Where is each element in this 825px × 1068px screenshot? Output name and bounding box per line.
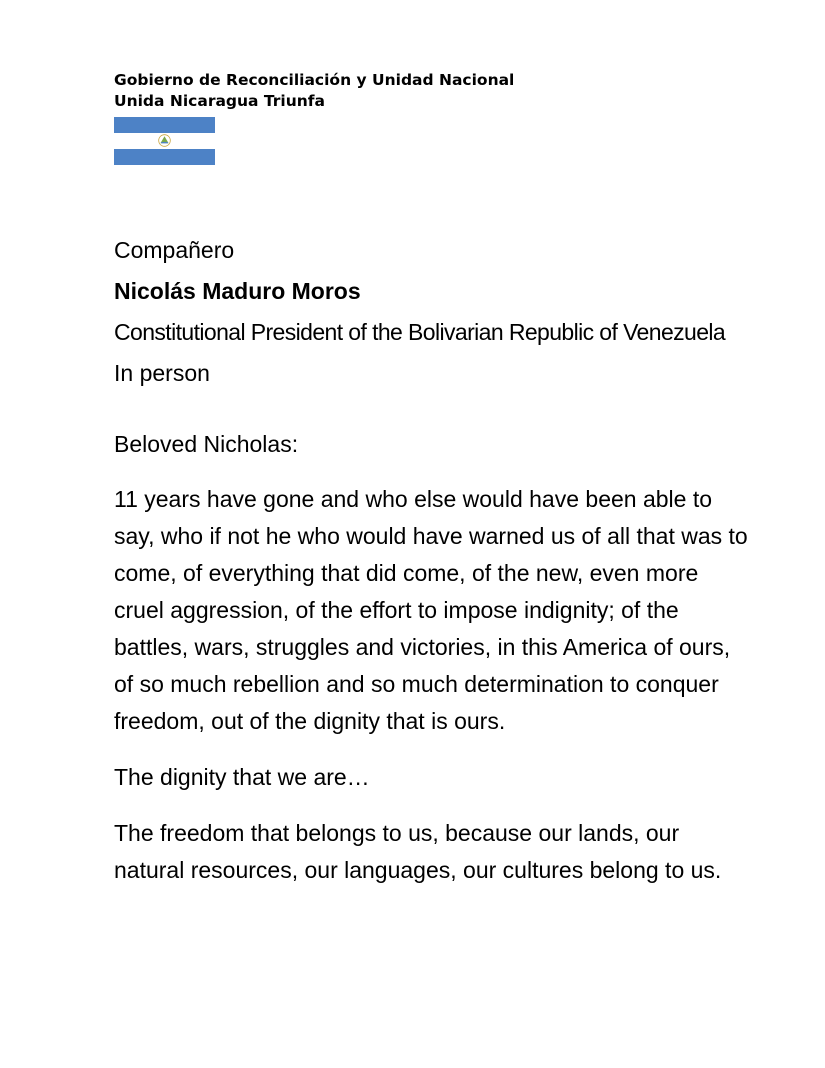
government-name: Gobierno de Reconciliación y Unidad Nacional bbox=[114, 71, 515, 89]
flag-top-band bbox=[114, 117, 215, 133]
recipient-title: Constitutional President of the Bolivarian Republic of Venezuela bbox=[114, 319, 726, 345]
body-paragraph-1: 11 years have gone and who else would have been able to say, who if not he who would have warned us of all that was to come, of everything that did come, of the new, even more cruel aggression, of the effort to impose indignity; of the battles, wars, struggles and victories, in this America of ours, of so much rebellion and so much determination to conquer freedom, out of the dignity that is ours. bbox=[114, 486, 748, 734]
flag-bottom-band bbox=[114, 149, 215, 165]
letterhead bbox=[114, 70, 514, 112]
delivery-note: In person bbox=[114, 360, 210, 386]
coat-of-arms-icon bbox=[158, 134, 171, 147]
letter-content bbox=[114, 230, 754, 889]
recipient-honorific: Compañero bbox=[114, 237, 235, 263]
recipient-name: Nicolás Maduro Moros bbox=[114, 278, 361, 304]
body-paragraph-2: The dignity that we are… bbox=[114, 764, 370, 790]
nicaragua-flag-icon bbox=[114, 117, 215, 165]
government-slogan: Unida Nicaragua Triunfa bbox=[114, 92, 326, 110]
flag-middle-band bbox=[114, 133, 215, 149]
salutation: Beloved Nicholas: bbox=[114, 431, 299, 457]
body-paragraph-3: The freedom that belongs to us, because our lands, our natural resources, our languages, our cultures belong to us. bbox=[114, 820, 722, 883]
